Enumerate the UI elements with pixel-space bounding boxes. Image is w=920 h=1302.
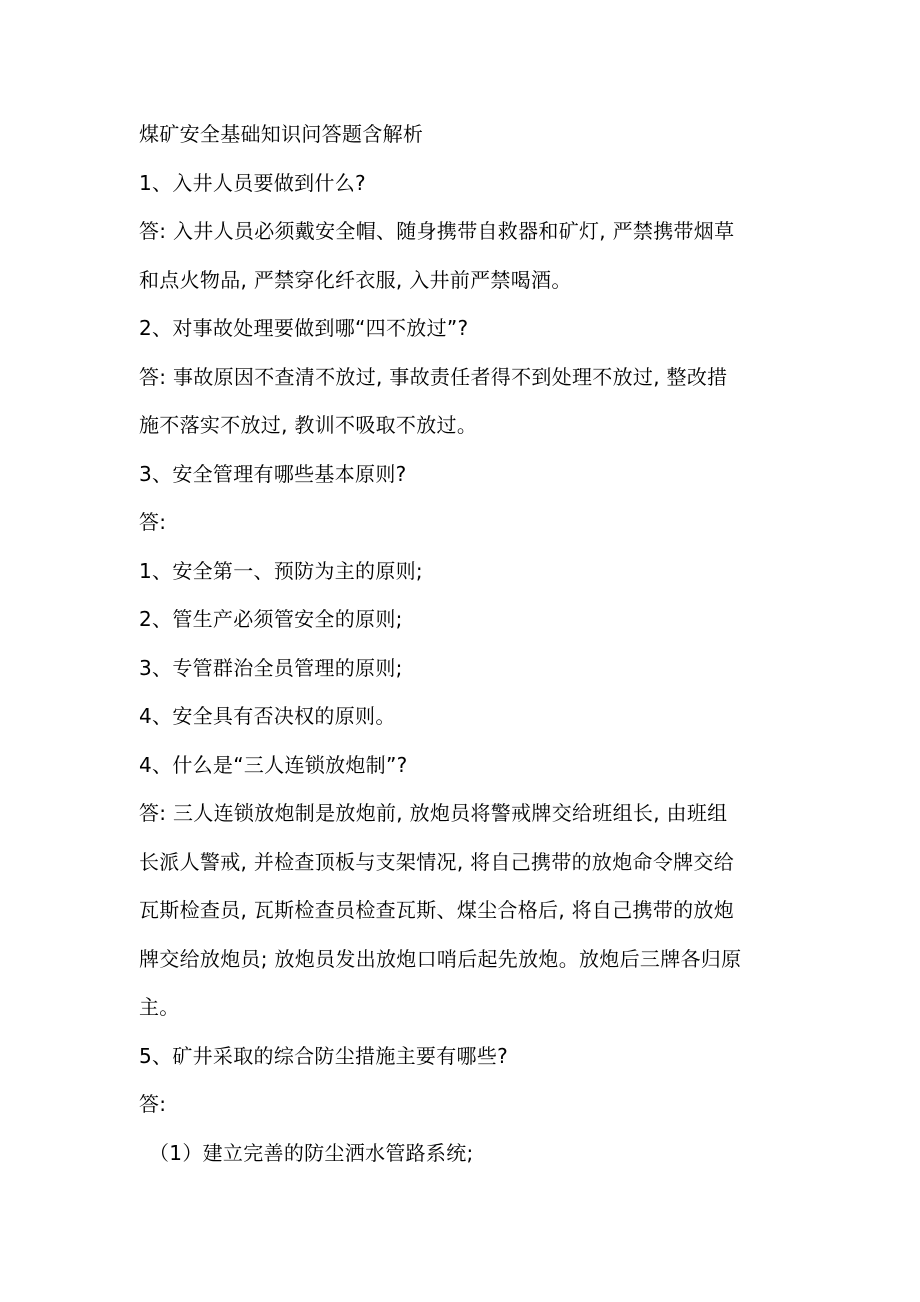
answer-4-line-1: 答: 三人连锁放炮制是放炮前, 放炮员将警戒牌交给班组长, 由班组 xyxy=(139,801,728,825)
answer-3-item-2: 2、管生产必须管安全的原则; xyxy=(139,607,403,631)
answer-3-item-4: 4、安全具有否决权的原则。 xyxy=(139,704,396,728)
answer-4-line-2: 长派人警戒, 并检查顶板与支架情况, 将自己携带的放炮命令牌交给 xyxy=(139,849,735,874)
answer-1-line-1: 答: 入井人员必须戴安全帽、随身携带自救器和矿灯, 严禁携带烟草 xyxy=(139,219,735,243)
document-title: 煤矿安全基础知识问答题含解析 xyxy=(139,122,424,146)
document-body xyxy=(139,110,789,1177)
answer-3-label: 答: xyxy=(139,510,167,534)
question-3: 3、安全管理有哪些基本原则? xyxy=(139,461,407,486)
answer-5-item-1: （1）建立完善的防尘洒水管路系统; xyxy=(149,1140,474,1165)
answer-1-line-2: 和点火物品, 严禁穿化纤衣服, 入井前严禁喝酒。 xyxy=(139,267,572,292)
question-2: 2、对事故处理要做到哪“四不放过”? xyxy=(139,316,469,340)
answer-2-line-2: 施不落实不放过, 教训不吸取不放过。 xyxy=(139,413,478,437)
question-1: 1、入井人员要做到什么? xyxy=(139,170,366,195)
question-4: 4、什么是“三人连锁放炮制”? xyxy=(139,752,408,777)
answer-4-line-4: 牌交给放炮员; 放炮员发出放炮口哨后起先放炮。放炮后三牌各归原 xyxy=(139,946,742,971)
answer-4-line-3: 瓦斯检查员, 瓦斯检查员检查瓦斯、煤尘合格后, 将自己携带的放炮 xyxy=(139,898,735,922)
answer-3-item-1: 1、安全第一、预防为主的原则; xyxy=(139,558,423,583)
answer-2-line-1: 答: 事故原因不查清不放过, 事故责任者得不到处理不放过, 整改措 xyxy=(139,364,728,389)
answer-4-line-5: 主。 xyxy=(139,995,180,1019)
answer-5-label: 答: xyxy=(139,1092,167,1116)
question-5: 5、矿井采取的综合防尘措施主要有哪些? xyxy=(139,1043,509,1068)
answer-3-item-3: 3、专管群治全员管理的原则; xyxy=(139,655,403,680)
